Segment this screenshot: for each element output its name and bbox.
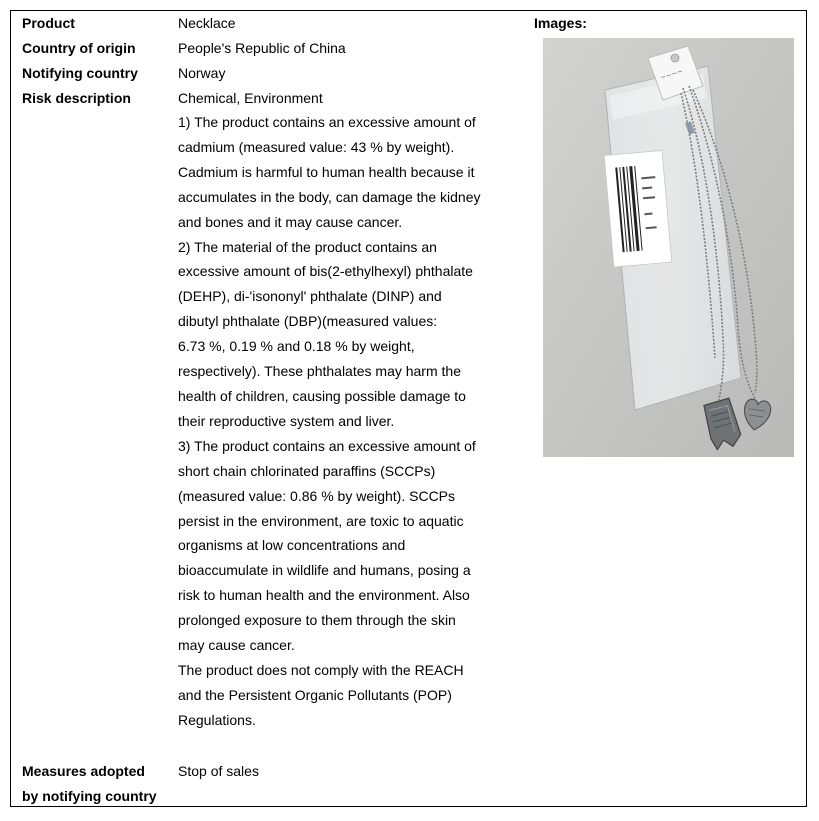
description-line: persist in the environment, are toxic to aquatic	[178, 512, 464, 529]
description-line: their reproductive system and liver.	[178, 412, 395, 429]
description-line: risk to human health and the environment. Also	[178, 587, 470, 604]
description-line: health of children, causing possible damage to	[178, 387, 466, 404]
description-line: short chain chlorinated paraffins (SCCPs)	[178, 462, 436, 479]
description-line: Regulations.	[178, 711, 256, 728]
measures-value: Stop of sales	[178, 763, 259, 779]
description-line: excessive amount of bis(2-ethylhexyl) phthalate	[178, 263, 473, 280]
description-line: 6.73 %, 0.19 % and 0.18 % by weight,	[178, 338, 415, 355]
risk-description-label: Risk description	[22, 90, 131, 106]
description-line: accumulates in the body, can damage the kidney	[178, 188, 481, 205]
images-label: Images:	[534, 15, 587, 31]
notifying-country-label: Notifying country	[22, 65, 138, 81]
description-line: and bones and it may cause cancer.	[178, 213, 403, 230]
risk-category-value: Chemical, Environment	[178, 90, 323, 106]
measures-label-line1: Measures adopted	[22, 763, 145, 779]
origin-label: Country of origin	[22, 40, 136, 56]
description-line: cadmium (measured value: 43 % by weight).	[178, 138, 455, 155]
description-line: (DEHP), di-'isononyl' phthalate (DINP) and	[178, 288, 442, 305]
product-photo	[543, 38, 794, 457]
product-label: Product	[22, 15, 75, 31]
measures-label-line2: by notifying country	[22, 788, 157, 804]
origin-value: People's Republic of China	[178, 40, 346, 56]
product-value: Necklace	[178, 15, 236, 31]
description-line: organisms at low concentrations and	[178, 537, 406, 554]
svg-text:~~~~: ~~~~	[659, 67, 684, 82]
description-line: 1) The product contains an excessive amount of	[178, 114, 476, 130]
description-line: dibutyl phthalate (DBP)(measured values:	[178, 313, 438, 330]
description-line: respectively). These phthalates may harm the	[178, 363, 461, 380]
description-line: Cadmium is harmful to human health because it	[178, 163, 475, 180]
notifying-country-value: Norway	[178, 65, 226, 81]
description-line: may cause cancer.	[178, 637, 295, 654]
description-line: prolonged exposure to them through the skin	[178, 612, 456, 629]
description-line: 3) The product contains an excessive amount of	[178, 437, 476, 454]
description-line: (measured value: 0.86 % by weight). SCCPs	[178, 487, 456, 504]
description-line: 2) The material of the product contains an	[178, 238, 437, 255]
description-line: and the Persistent Organic Pollutants (POP)	[178, 686, 452, 703]
description-line: bioaccumulate in wildlife and humans, posing a	[178, 562, 471, 579]
risk-description-text	[178, 110, 480, 733]
description-line: The product does not comply with the REACH	[178, 661, 464, 678]
